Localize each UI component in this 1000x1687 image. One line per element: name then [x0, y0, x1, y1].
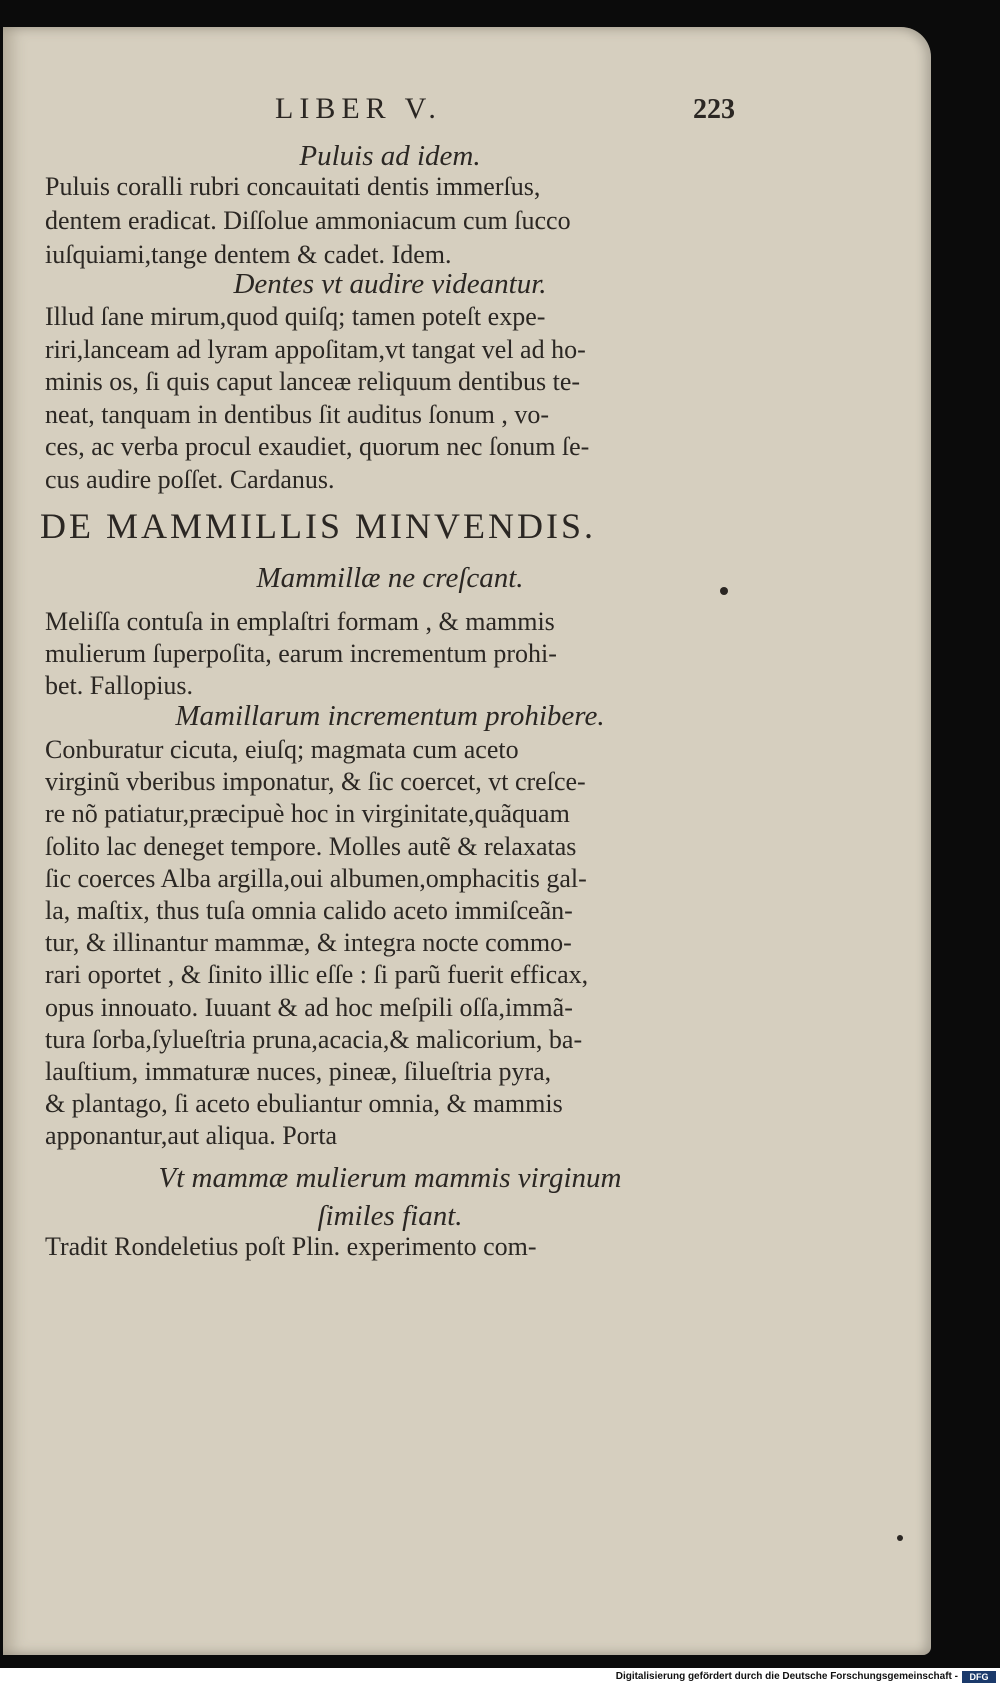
text-line: la, maſtix, thus tuſa omnia calido aceto immiſceãn-: [45, 896, 573, 925]
text-line: lauſtium, immaturæ nuces, pineæ, ſilueſtria pyra,: [45, 1057, 552, 1086]
text-line: iuſquiami,tange dentem & cadet. Idem.: [45, 240, 452, 269]
heading-mammillae: Mammillæ ne creſcant.: [256, 562, 524, 594]
text-line: riri,lanceam ad lyram appoſitam,vt tangat vel ad ho-: [45, 334, 586, 364]
text-line: neat, tanquam in dentibus ſit auditus ſonum , vo-: [45, 399, 550, 429]
text-line: Puluis coralli rubri concauitati dentis immerſus,: [45, 172, 541, 201]
text-line: opus innouato. Iuuant & ad hoc meſpili oſſa,immã-: [45, 992, 573, 1022]
heading-dentes: Dentes vt audire videantur.: [233, 268, 547, 300]
text-line: apponantur,aut aliqua. Porta: [45, 1121, 338, 1151]
footer-bar: [0, 1668, 1000, 1687]
text-line: ces, ac verba procul exaudiet, quorum nec ſonum ſe-: [45, 432, 590, 461]
text-line: Meliſſa contuſa in emplaſtri formam , & mammis: [45, 607, 555, 636]
text-line: cus audire poſſet. Cardanus.: [45, 464, 335, 494]
text-line: re nõ patiatur,præcipuè hoc in virginitate,quãquam: [45, 799, 570, 829]
text-line: minis os, ſi quis caput lanceæ reliquum dentibus te-: [45, 367, 581, 396]
ink-dot: [897, 1535, 903, 1541]
text-line: bet. Fallopius.: [45, 671, 194, 700]
dfg-logo: DFG: [962, 1671, 996, 1683]
text-line: ſolito lac deneget tempore. Molles autẽ & relaxatas: [45, 831, 577, 861]
footer-credit: Digitalisierung gefördert durch die Deutsche Forschungsgemeinschaft -: [615, 1671, 958, 1682]
text-line: dentem eradicat. Diſſolue ammoniacum cum ſucco: [45, 206, 571, 235]
section-title: DE MAMMILLIS MINVENDIS.: [40, 506, 596, 546]
text-line: tur, & illinantur mammæ, & integra nocte commo-: [45, 928, 572, 958]
ink-dot: [720, 587, 728, 595]
heading-puluis: Puluis ad idem.: [299, 140, 481, 172]
text-line: Tradit Rondeletius poſt Plin. experimento com-: [45, 1232, 537, 1261]
text-line: mulierum ſuperpoſita, earum incrementum prohi-: [45, 639, 557, 668]
page-number: 223: [693, 94, 735, 125]
heading-similes: ſimiles fiant.: [317, 1200, 463, 1232]
heading-mamillarum: Mamillarum incrementum prohibere.: [175, 700, 605, 732]
heading-vt-mammae: Vt mammæ mulierum mammis virginum: [158, 1162, 622, 1194]
text-line: & plantago, ſi aceto ebuliantur omnia, & mammis: [45, 1089, 563, 1119]
running-title: LIBER V.: [275, 92, 442, 125]
text-line: Conburatur cicuta, eiuſq; magmata cum aceto: [45, 735, 519, 764]
text-line: ſic coerces Alba argilla,oui albumen,omphacitis gal-: [45, 863, 587, 893]
text-line: Illud ſane mirum,quod quiſq; tamen poteſt expe-: [45, 302, 546, 331]
text-line: rari oportet , & ſinito illic eſſe : ſi parũ fuerit efficax,: [45, 960, 589, 990]
text-line: tura ſorba,ſylueſtria pruna,acacia,& malicorium, ba-: [45, 1024, 583, 1054]
page-header: [275, 92, 735, 132]
text-line: virginũ vberibus imponatur, & ſic coercet, vt creſce-: [45, 767, 586, 797]
